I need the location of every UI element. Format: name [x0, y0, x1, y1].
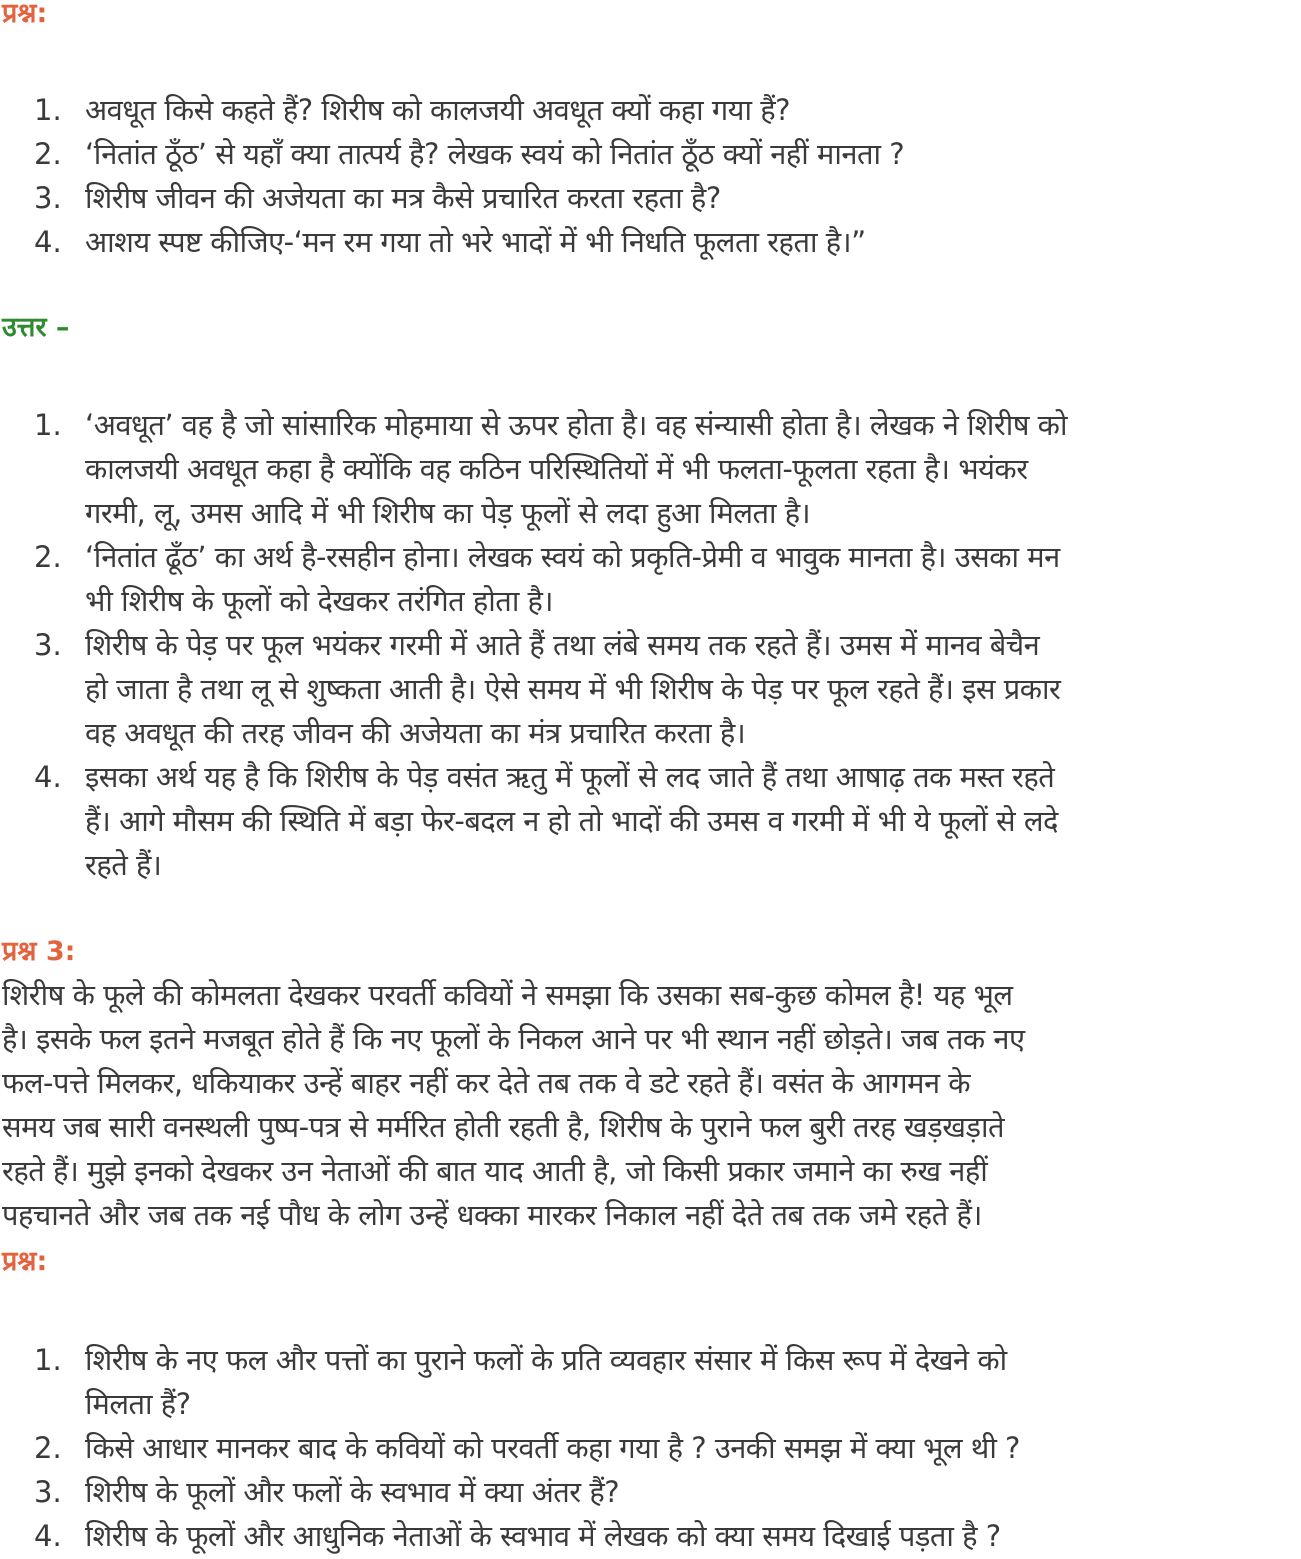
list-number: 3.: [34, 181, 62, 215]
heading-question-1: प्रश्न:: [2, 0, 48, 29]
list-item-line: शिरीष जीवन की अजेयता का मत्र कैसे प्रचारित करता रहता है?: [85, 181, 721, 215]
passage-line: है। इसके फल इतने मजबूत होते हैं कि नए फूलों के निकल आने पर भी स्थान नहीं छोड़ते। जब तक नए: [2, 1022, 1025, 1056]
list-item-line: हैं। आगे मौसम की स्थिति में बड़ा फेर-बदल न हो तो भादों की उमस व गरमी में भी ये फूलों से लदे: [85, 804, 1058, 838]
list-item-line: गरमी, लू, उमस आदि में भी शिरीष का पेड़ फूलों से लदा हुआ मिलता है।: [85, 496, 811, 530]
list-item-line: किसे आधार मानकर बाद के कवियों को परवर्ती कहा गया है ? उनकी समझ में क्या भूल थी ?: [85, 1431, 1020, 1465]
list-item-line: हो जाता है तथा लू से शुष्कता आती है। ऐसे समय में भी शिरीष के पेड़ पर फूल रहते हैं। इस प्रकार: [85, 672, 1061, 706]
list-item-line: ‘नितांत ढूँठ’ का अर्थ है-रसहीन होना। लेखक स्वयं को प्रकृति-प्रेमी व भावुक मानता है। उसका मन: [85, 540, 1060, 574]
list-item-line: वह अवधूत की तरह जीवन की अजेयता का मंत्र प्रचारित करता है।: [85, 716, 746, 750]
list-number: 1.: [34, 408, 62, 442]
list-number: 2.: [34, 137, 62, 171]
list-number: 1.: [34, 1343, 62, 1377]
passage-line: शिरीष के फूले की कोमलता देखकर परवर्ती कवियों ने समझा कि उसका सब-कुछ कोमल है! यह भूल: [2, 978, 1013, 1012]
list-number: 3.: [34, 628, 62, 662]
passage-line: फल-पत्ते मिलकर, धकियाकर उन्हें बाहर नहीं कर देते तब तक वे डटे रहते हैं। वसंत के आगमन के: [2, 1066, 971, 1100]
list-item-line: मिलता हैं?: [85, 1387, 191, 1421]
list-number: 4.: [34, 760, 62, 794]
list-item-line: भी शिरीष के फूलों को देखकर तरंगित होता है।: [85, 584, 553, 618]
list-item-line: ‘नितांत ठूँठ’ से यहाँ क्या तात्पर्य है? लेखक स्वयं को नितांत ठूँठ क्यों नहीं मानता ?: [85, 137, 905, 171]
list-number: 2.: [34, 540, 62, 574]
list-item-line: आशय स्पष्ट कीजिए-‘मन रम गया तो भरे भादों में भी निधति फूलता रहता है।”: [85, 225, 866, 259]
list-item-line: रहते हैं।: [85, 848, 162, 882]
heading-question-3: प्रश्न 3:: [2, 936, 76, 967]
passage-line: समय जब सारी वनस्थली पुष्प-पत्र से मर्मरित होती रहती है, शिरीष के पुराने फल बुरी तरह खड़खड़ाते: [2, 1110, 1005, 1144]
list-number: 2.: [34, 1431, 62, 1465]
passage-line: रहते हैं। मुझे इनको देखकर उन नेताओं की बात याद आती है, जो किसी प्रकार जमाने का रुख नहीं: [2, 1154, 988, 1188]
list-item-line: ‘अवधूत’ वह है जो सांसारिक मोहमाया से ऊपर होता है। वह संन्यासी होता है। लेखक ने शिरीष को: [85, 408, 1067, 442]
list-item-line: अवधूत किसे कहते हैं? शिरीष को कालजयी अवधूत क्यों कहा गया हैं?: [85, 93, 790, 127]
heading-answer: उत्तर –: [2, 312, 70, 343]
heading-question-3-questions: प्रश्न:: [2, 1246, 48, 1277]
list-item-line: शिरीष के नए फल और पत्तों का पुराने फलों के प्रति व्यवहार संसार में किस रूप में देखने को: [85, 1343, 1007, 1377]
list-item-line: शिरीष के पेड़ पर फूल भयंकर गरमी में आते हैं तथा लंबे समय तक रहते हैं। उमस में मानव बेचैन: [85, 628, 1040, 662]
list-number: 4.: [34, 225, 62, 259]
passage-line: पहचानते और जब तक नई पौध के लोग उन्हें धक्का मारकर निकाल नहीं देते तब तक जमे रहते हैं।: [2, 1198, 982, 1232]
list-number: 1.: [34, 93, 62, 127]
list-number: 4.: [34, 1519, 62, 1553]
list-item-line: कालजयी अवधूत कहा है क्योंकि वह कठिन परिस्थितियों में भी फलता-फूलता रहता है। भयंकर: [85, 452, 1028, 486]
list-number: 3.: [34, 1475, 62, 1509]
list-item-line: इसका अर्थ यह है कि शिरीष के पेड़ वसंत ऋतु में फूलों से लद जाते हैं तथा आषाढ़ तक मस्त रहते: [85, 760, 1055, 794]
list-item-line: शिरीष के फूलों और आधुनिक नेताओं के स्वभाव में लेखक को क्या समय दिखाई पड़ता है ?: [85, 1519, 1001, 1553]
list-item-line: शिरीष के फूलों और फलों के स्वभाव में क्या अंतर हैं?: [85, 1475, 620, 1509]
